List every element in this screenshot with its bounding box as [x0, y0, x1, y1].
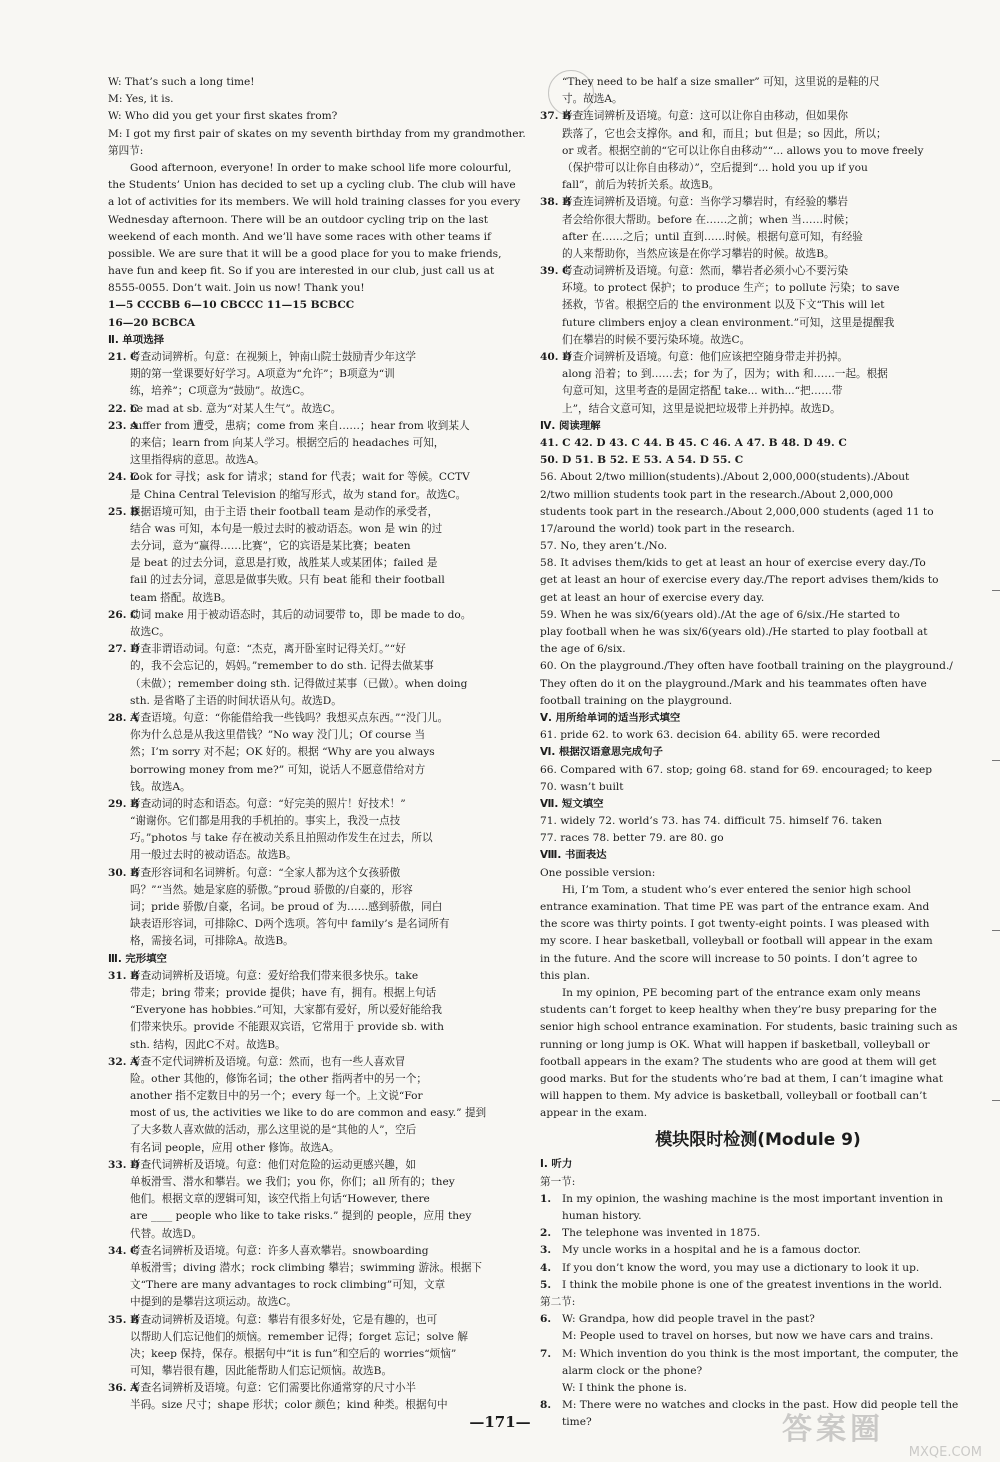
- text-line: sth. 是省略了主语的时间状语从句。故选D。: [130, 694, 342, 707]
- text-line: 的来信；learn from 向某人学习。根据空后的 headaches 可知，: [130, 436, 445, 449]
- text-line: 2/two million students took part in the research./About 2,000,000: [540, 488, 894, 501]
- text-line: 单板滑雪、潜水和攀岩。we 我们；you 你，你们；all 所有的；they: [130, 1176, 455, 1188]
- question-line: [108, 418, 528, 435]
- text-line: 17/around the world) took part in the research.: [540, 522, 795, 535]
- text-line: 钱。故选A。: [130, 780, 191, 793]
- text-line: M: People used to travel on horses, but now we have cars and trains.: [562, 1330, 934, 1343]
- text-line: 带走；bring 带来；provide 提供；have 有，拥有。根据上句话: [130, 986, 437, 999]
- answer-key-line: 1—5 CCCBB 6—10 CBCCC 11—15 BCBCC: [108, 299, 355, 312]
- question-text: The telephone was invented in 1875.: [562, 1227, 761, 1240]
- question-number: 5.: [540, 1278, 552, 1291]
- question-number: 6.: [540, 1313, 552, 1326]
- text-line: are ____ people who like to take risks.” 提到的 people，应用 they: [130, 1210, 472, 1223]
- watermark-url: MXQE.COM: [908, 1445, 982, 1460]
- question-text: 考查形容词和名词辨析。句意：“全家人都为这个女孩骄傲: [130, 866, 401, 879]
- text-line: One possible version:: [540, 866, 656, 879]
- text-line: 然；I’m sorry 对不起；OK 好的。根据 “Why are you always: [130, 746, 435, 759]
- text-line: 77. races 78. better 79. are 80. go: [540, 832, 724, 845]
- text-line: 的，我不会忘记的，妈妈。”remember to do sth. 记得去做某事: [130, 660, 434, 673]
- text-line: fall”，前后为转折关系。故选B。: [562, 179, 720, 192]
- page-edge-mark: [992, 930, 1000, 931]
- text-line: 期的第一堂课要好好学习。A项意为“允许”；B项意为“训: [130, 368, 395, 381]
- text-line: football training on the playground.: [540, 694, 733, 707]
- question-number: 25. B: [108, 505, 140, 518]
- text-line: have fun and keep fit. So if you are interested in our club, just call us at: [108, 265, 495, 278]
- question-number: 37. B: [540, 110, 572, 123]
- question-number: 4.: [540, 1261, 552, 1274]
- text-line: 们带来快乐。provide 不能跟双宾语，它常用于 provide sb. with: [130, 1021, 444, 1034]
- question-line: [540, 263, 976, 280]
- text-line: 跌落了，它也会支撑你。and 和，而且；but 但是；so 因此，所以；: [562, 127, 887, 140]
- question-line: [108, 1380, 528, 1397]
- question-line: [108, 469, 528, 486]
- text-line: M: Yes, it is.: [108, 93, 174, 106]
- text-line: the age of 6/six.: [540, 643, 626, 656]
- text-line: M: I got my first pair of skates on my seventh birthday from my grandmother.: [108, 127, 526, 140]
- page-edge-mark: [992, 760, 1000, 761]
- text-line: 者会给你很大帮助。before 在……之前；when 当……时候；: [562, 213, 855, 226]
- section-heading: Ⅵ. 根据汉语意思完成句子: [540, 746, 663, 759]
- question-line: [108, 710, 528, 727]
- text-line: students can’t forget to keep healthy when they’re busy preparing for the: [540, 1004, 937, 1017]
- question-line: [540, 349, 976, 366]
- question-number: 38. B: [540, 196, 572, 209]
- text-line: 代替。故选D。: [130, 1227, 203, 1240]
- question-number: 27. D: [108, 643, 140, 656]
- text-line: in the future. And the score will increase to 50 points. I don’t agree to: [540, 952, 918, 965]
- text-line: （未做）；remember doing sth. 记得做过某事（已做）。when doing: [130, 677, 468, 690]
- question-line: [108, 349, 528, 366]
- text-line: 决；keep 保持，保存。根据句中“it is fun”和空后的 worries“烦恼”: [130, 1347, 457, 1360]
- question-text: W: Grandpa, how did people travel in the past?: [562, 1313, 815, 1326]
- text-line: “Everyone has hobbies.”可知，大家都有爱好，所以爱好能给我: [130, 1004, 442, 1017]
- question-line: [540, 1191, 976, 1208]
- text-line: time?: [562, 1416, 592, 1429]
- question-number: 39. C: [540, 265, 571, 278]
- question-line: [540, 1242, 976, 1259]
- text-line: 56. About 2/two million(students)./About 2,000,000(students)./About: [540, 471, 910, 484]
- text-line: 可知，攀岩很有趣，因此能帮助人们忘记烦恼。故选B。: [130, 1365, 393, 1378]
- question-number: 7.: [540, 1347, 552, 1360]
- text-line: 们在攀岩的时候不要污染环境。故选C。: [562, 333, 751, 346]
- text-line: running or long jump is OK. What will happen if basketball, volleyball or: [540, 1038, 930, 1051]
- question-line: [540, 1260, 976, 1277]
- page-number: —171—: [469, 1413, 531, 1431]
- left-column: [108, 74, 528, 1415]
- text-line: 第四节:: [108, 144, 144, 157]
- question-line: [108, 607, 528, 624]
- text-line: 以帮助人们忘记他们的烦恼。remember 记得；forget 忘记；solve 解: [130, 1330, 468, 1343]
- question-text: look for 寻找；ask for 请求；stand for 代表；wait for 等候。CCTV: [130, 471, 470, 484]
- question-line: [108, 865, 528, 882]
- watermark-logo-text: 答案圈: [782, 1412, 884, 1447]
- question-line: [540, 1225, 976, 1242]
- page-edge-mark: [992, 1100, 1000, 1101]
- text-line: borrowing money from me?” 可知，说话人不愿意借给对方: [130, 763, 426, 776]
- text-line: a lot of activities for its members. We will hold training classes for you every: [108, 196, 521, 209]
- text-line: W: Who did you get your first skates from?: [108, 110, 338, 123]
- text-line: 有名词 people，应用 other 修饰。故选A。: [130, 1141, 340, 1154]
- question-text: 考查动词辨析及语境。句意：爱好给我们带来很多快乐。take: [130, 969, 419, 982]
- text-line: 结合 was 可知，本句是一般过去时的被动语态。won 是 win 的过: [130, 522, 443, 535]
- text-line: 用一般过去时的被动语态。故选B。: [130, 849, 297, 862]
- text-line: weekend of each month. And we’ll have some races with other teams if: [108, 230, 491, 243]
- text-line: 60. On the playground./They often have football training on the playground./: [540, 660, 953, 673]
- question-number: 8.: [540, 1399, 552, 1412]
- text-line: 词；pride 骄傲/自豪，名词。be proud of 为……感到骄傲，同白: [130, 901, 443, 913]
- question-number: 28. A: [108, 711, 139, 724]
- question-text: In my opinion, the washing machine is the most important invention in: [562, 1192, 943, 1205]
- text-line: 是 China Central Television 的缩写形式，故为 stand for。故选C。: [130, 488, 467, 501]
- question-number: 22. C: [108, 402, 139, 415]
- text-line: 8555-0055. Don’t wait. Join us now! Thank you!: [108, 282, 365, 295]
- text-line: sth. 结构，因此C不对。故选B。: [130, 1038, 286, 1051]
- text-line: play football when he was six/6(years old)./He started to play football at: [540, 626, 928, 638]
- text-line: 吗？”“当然。她是家庭的骄傲。”proud 骄傲的/自豪的，形容: [130, 883, 413, 896]
- question-text: 考查代词辨析及语境。句意：他们对危险的运动更感兴趣，如: [130, 1158, 417, 1171]
- text-line: 上”，结合文意可知，这里是说把垃圾带上并扔掉。故选D。: [562, 402, 841, 415]
- section-heading: Ⅴ. 用所给单词的适当形式填空: [540, 711, 681, 724]
- question-number: 26. C: [108, 608, 139, 621]
- text-line: 半码。size 尺寸；shape 形状；color 颜色；kind 种类。根据句中: [130, 1399, 448, 1412]
- text-line: Hi, I’m Tom, a student who’s ever entered the senior high school: [562, 883, 911, 896]
- text-line: “They need to be half a size smaller” 可知，这里说的是鞋的尺: [562, 76, 880, 88]
- question-number: 36. A: [108, 1382, 139, 1395]
- text-line: the Students’ Union has decided to set up a cycling club. The club will have: [108, 179, 516, 192]
- section-heading: Ⅲ. 完形填空: [108, 952, 167, 965]
- text-line: 57. No, they aren’t./No.: [540, 540, 668, 553]
- question-text: 考查连词辨析及语境。句意：当你学习攀岩时，有经验的攀岩: [562, 196, 849, 209]
- page-edge-mark: [992, 590, 1000, 591]
- question-text: 考查连词辨析及语境。句意：这可以让你自由移动，但如果你: [562, 110, 849, 123]
- text-line: appear in the exam.: [540, 1107, 648, 1120]
- text-line: good marks. But for the students who’re bad at them, I can’t imagine what: [540, 1072, 943, 1085]
- text-line: 缺表语形容词，可排除C、D两个选项。答句中 family’s 是名词所有: [130, 918, 450, 931]
- question-text: M: There were no watches and clocks in the past. How did people tell the: [562, 1399, 959, 1412]
- text-line: 格，需接名词，可排除A。故选B。: [130, 935, 294, 948]
- right-column: [540, 74, 976, 1431]
- section-heading: Ⅱ. 单项选择: [108, 333, 164, 346]
- question-line: [108, 1312, 528, 1329]
- text-line: 的人来帮助你，当然应该是在你学习攀岩的时候。故选B。: [562, 247, 835, 260]
- text-line: They often do it on the playground./Mark and his teammates often have: [540, 677, 927, 690]
- question-number: 29. B: [108, 797, 140, 810]
- text-line: fail 的过去分词，意思是做事失败。只有 beat 能和 their football: [130, 574, 445, 587]
- text-line: along 沿着；to 到……去；for 为了，因为；with 和……一起。根据: [562, 368, 888, 381]
- question-line: [108, 641, 528, 658]
- text-line: this plan.: [540, 969, 590, 982]
- section-heading: Ⅶ. 短文填空: [540, 797, 604, 810]
- text-line: future climbers enjoy a clean environment.”可知，这里是提醒我: [562, 316, 895, 329]
- question-text: 考查动词辨析。句意：在视频上，钟南山院士鼓励青少年这学: [130, 351, 417, 363]
- text-line: will happen to them. My advice is basketball, volleyball or football can’t: [540, 1090, 927, 1103]
- text-line: 去分词，意为“赢得……比赛”，它的宾语是某比赛；beaten: [130, 540, 411, 553]
- question-line: [540, 1346, 976, 1363]
- answer-key-line: 41. C 42. D 43. C 44. B 45. C 46. A 47. B 48. D 49. C: [540, 436, 847, 449]
- text-line: 你为什么总是从我这里借钱？”No way 没门儿；Of course 当: [130, 729, 426, 742]
- watermark-logo: [782, 1404, 982, 1460]
- question-text: 根据语境可知，由于主语 their football team 是动作的承受者，: [130, 505, 439, 518]
- text-line: human history.: [562, 1210, 642, 1222]
- text-line: 练，培养”；C项意为“鼓励”。故选C。: [130, 385, 311, 398]
- question-number: 33. D: [108, 1158, 140, 1171]
- question-line: [108, 796, 528, 813]
- question-text: If you don’t know the word, you may use a dictionary to look it up.: [562, 1261, 920, 1274]
- answer-key-line: 16—20 BCBCA: [108, 316, 196, 329]
- text-line: “谢谢你。它们都是用我的手机拍的。事实上，我没一点技: [130, 815, 401, 828]
- question-line: [108, 504, 528, 521]
- question-line: [108, 1054, 528, 1071]
- question-number: 34. C: [108, 1244, 139, 1257]
- question-line: [540, 1311, 976, 1328]
- question-line: [540, 108, 976, 125]
- question-text: 考查不定代词辨析及语境。句意：然而，也有一些人喜欢冒: [130, 1055, 406, 1068]
- text-line: most of us, the activities we like to do are common and easy.” 提到: [130, 1107, 487, 1120]
- section-heading: Ⅳ. 阅读理解: [540, 419, 601, 432]
- text-line: 拯救，节省。根据空后的 the environment 以及下文“This will let: [562, 299, 885, 312]
- text-line: football appears in the exam? The students who are good at them will get: [540, 1055, 937, 1068]
- text-line: 险。other 其他的，修饰名词；the other 指两者中的另一个；: [130, 1072, 427, 1085]
- question-text: 考查名词辨析及语境。句意：它们需要比你通常穿的尺寸小半: [130, 1382, 417, 1395]
- answer-key-line: 50. D 51. B 52. E 53. A 54. D 55. C: [540, 454, 744, 467]
- text-line: entrance examination. That time PE was part of the entrance exam. And: [540, 901, 930, 913]
- text-line: 这里指得病的意思。故选A。: [130, 454, 265, 467]
- text-line: my score. I hear basketball, volleyball or football will appear in the exam: [540, 935, 933, 948]
- question-number: 30. B: [108, 866, 140, 879]
- text-line: 句意可知，这里考查的是固定搭配 take... with...“把……带: [562, 385, 843, 398]
- question-number: 40. D: [540, 351, 572, 363]
- question-line: [108, 401, 528, 418]
- text-line: 66. Compared with 67. stop; going 68. stand for 69. encouraged; to keep: [540, 763, 933, 776]
- text-line: Wednesday afternoon. There will be an outdoor cycling trip on the last: [108, 213, 488, 226]
- text-line: 巧。”photos 与 take 存在被动关系且拍照动作发生在过去，所以: [130, 832, 433, 845]
- text-line: 是 beat 的过去分词，意思是打败，战胜某人或某团体；failed 是: [130, 557, 438, 570]
- text-line: team 搭配。故选B。: [130, 591, 232, 604]
- text-line: （保护带可以让你自由移动）”，空后提到“... hold you up if you: [562, 161, 868, 174]
- text-line: 58. It advises them/kids to get at least an hour of exercise every day./To: [540, 557, 926, 570]
- text-line: Good afternoon, everyone! In order to make school life more colourful,: [130, 161, 512, 174]
- text-line: 故选C。: [130, 626, 170, 638]
- question-number: 31. B: [108, 969, 140, 982]
- question-text: 考查介词辨析及语境。句意：他们应该把空随身带走并扔掉。: [562, 351, 849, 363]
- text-line: 70. wasn’t built: [540, 780, 624, 793]
- question-line: [108, 968, 528, 985]
- text-line: possible. We are sure that it will be a good place for you to make friends,: [108, 247, 502, 260]
- question-text: 动词 make 用于被动语态时，其后的动词要带 to，即 be made to do。: [130, 608, 472, 621]
- text-line: 寸。故选A。: [562, 93, 623, 106]
- text-line: students took part in the research./About 2,000,000 students (aged 11 to: [540, 505, 934, 518]
- text-line: 61. pride 62. to work 63. decision 64. ability 65. were recorded: [540, 729, 881, 742]
- text-line: the score was thirty points. I got twenty-eight points. I was pleased with: [540, 918, 930, 931]
- text-line: get at least an hour of exercise every day.: [540, 591, 765, 604]
- question-text: M: Which invention do you think is the most important, the computer, the: [562, 1347, 959, 1360]
- question-text: 考查名词辨析及语境。句意：许多人喜欢攀岩。snowboarding: [130, 1244, 429, 1257]
- text-line: after 在……之后；until 直到……时候。根据句意可知，有经验: [562, 230, 863, 243]
- text-line: or 或者。根据空前的“它可以让你自由移动”“... allows you to move freely: [562, 144, 924, 157]
- question-text: suffer from 遭受，患病；come from 来自……；hear from 收到某人: [130, 419, 470, 432]
- text-line: 单板滑雪；diving 潜水；rock climbing 攀岩；swimming 游泳。根据下: [130, 1261, 483, 1274]
- question-text: I think the mobile phone is one of the greatest inventions in the world.: [562, 1278, 943, 1291]
- question-number: 3.: [540, 1244, 552, 1257]
- question-number: 23. A: [108, 419, 139, 432]
- question-number: 2.: [540, 1227, 552, 1240]
- question-line: [108, 1243, 528, 1260]
- question-number: 24. C: [108, 471, 139, 484]
- question-number: 1.: [540, 1192, 552, 1205]
- section-heading: Ⅰ. 听力: [540, 1158, 573, 1171]
- text-line: 71. widely 72. world’s 73. has 74. difficult 75. himself 76. taken: [540, 815, 882, 828]
- text-line: get at least an hour of exercise every day./The report advises them/kids to: [540, 574, 939, 587]
- module-title: 模块限时检测(Module 9): [655, 1130, 861, 1151]
- text-line: another 指不定数目中的另一个；every 每一个。上文说“For: [130, 1090, 423, 1103]
- question-line: [540, 194, 976, 211]
- question-number: 35. B: [108, 1313, 140, 1326]
- question-number: 21. C: [108, 351, 139, 363]
- text-line: 文“There are many advantages to rock climbing”可知，文章: [130, 1279, 446, 1292]
- question-line: [540, 1277, 976, 1294]
- text-line: 第二节:: [540, 1295, 576, 1308]
- text-line: 59. When he was six/6(years old)./At the age of 6/six./He started to: [540, 608, 900, 621]
- section-heading: Ⅷ. 书面表达: [540, 849, 607, 862]
- question-text: 考查动词辨析及语境。句意：攀岩有很多好处，它是有趣的，也可: [130, 1313, 438, 1326]
- text-line: alarm clock or the phone?: [562, 1364, 703, 1377]
- text-line: 他们。根据文章的逻辑可知，该空代指上句话“However, there: [130, 1193, 430, 1206]
- text-line: senior high school entrance examination. For students, basic training such as: [540, 1021, 958, 1034]
- text-line: In my opinion, PE becoming part of the entrance exam only means: [562, 986, 921, 999]
- text-line: 第一节:: [540, 1175, 576, 1188]
- text-line: 环境。to protect 保护；to produce 生产；to pollute 污染；to save: [562, 282, 900, 295]
- question-text: 考查语境。句意：“你能借给我一些钱吗？我想买点东西。”“没门儿。: [130, 711, 449, 724]
- text-line: 中提到的是攀岩这项运动。故选C。: [130, 1296, 298, 1309]
- question-number: 32. A: [108, 1055, 139, 1068]
- question-text: be mad at sb. 意为“对某人生气”。故选C。: [130, 402, 342, 415]
- question-text: 考查动词的时态和语态。句意：“好完美的照片！好技术！”: [130, 797, 406, 810]
- text-line: W: I think the phone is.: [562, 1381, 687, 1394]
- question-text: 考查非谓语动词。句意：“杰克，离开卧室时记得关灯。”“好: [130, 643, 406, 656]
- question-line: [108, 1157, 528, 1174]
- question-text: My uncle works in a hospital and he is a famous doctor.: [562, 1244, 861, 1257]
- question-text: 考查动词辨析及语境。句意：然而，攀岩者必须小心不要污染: [562, 265, 849, 278]
- text-line: W: That’s such a long time!: [108, 76, 255, 88]
- text-line: 了大多数人喜欢做的活动，那么这里说的是“其他的人”，空后: [130, 1124, 417, 1137]
